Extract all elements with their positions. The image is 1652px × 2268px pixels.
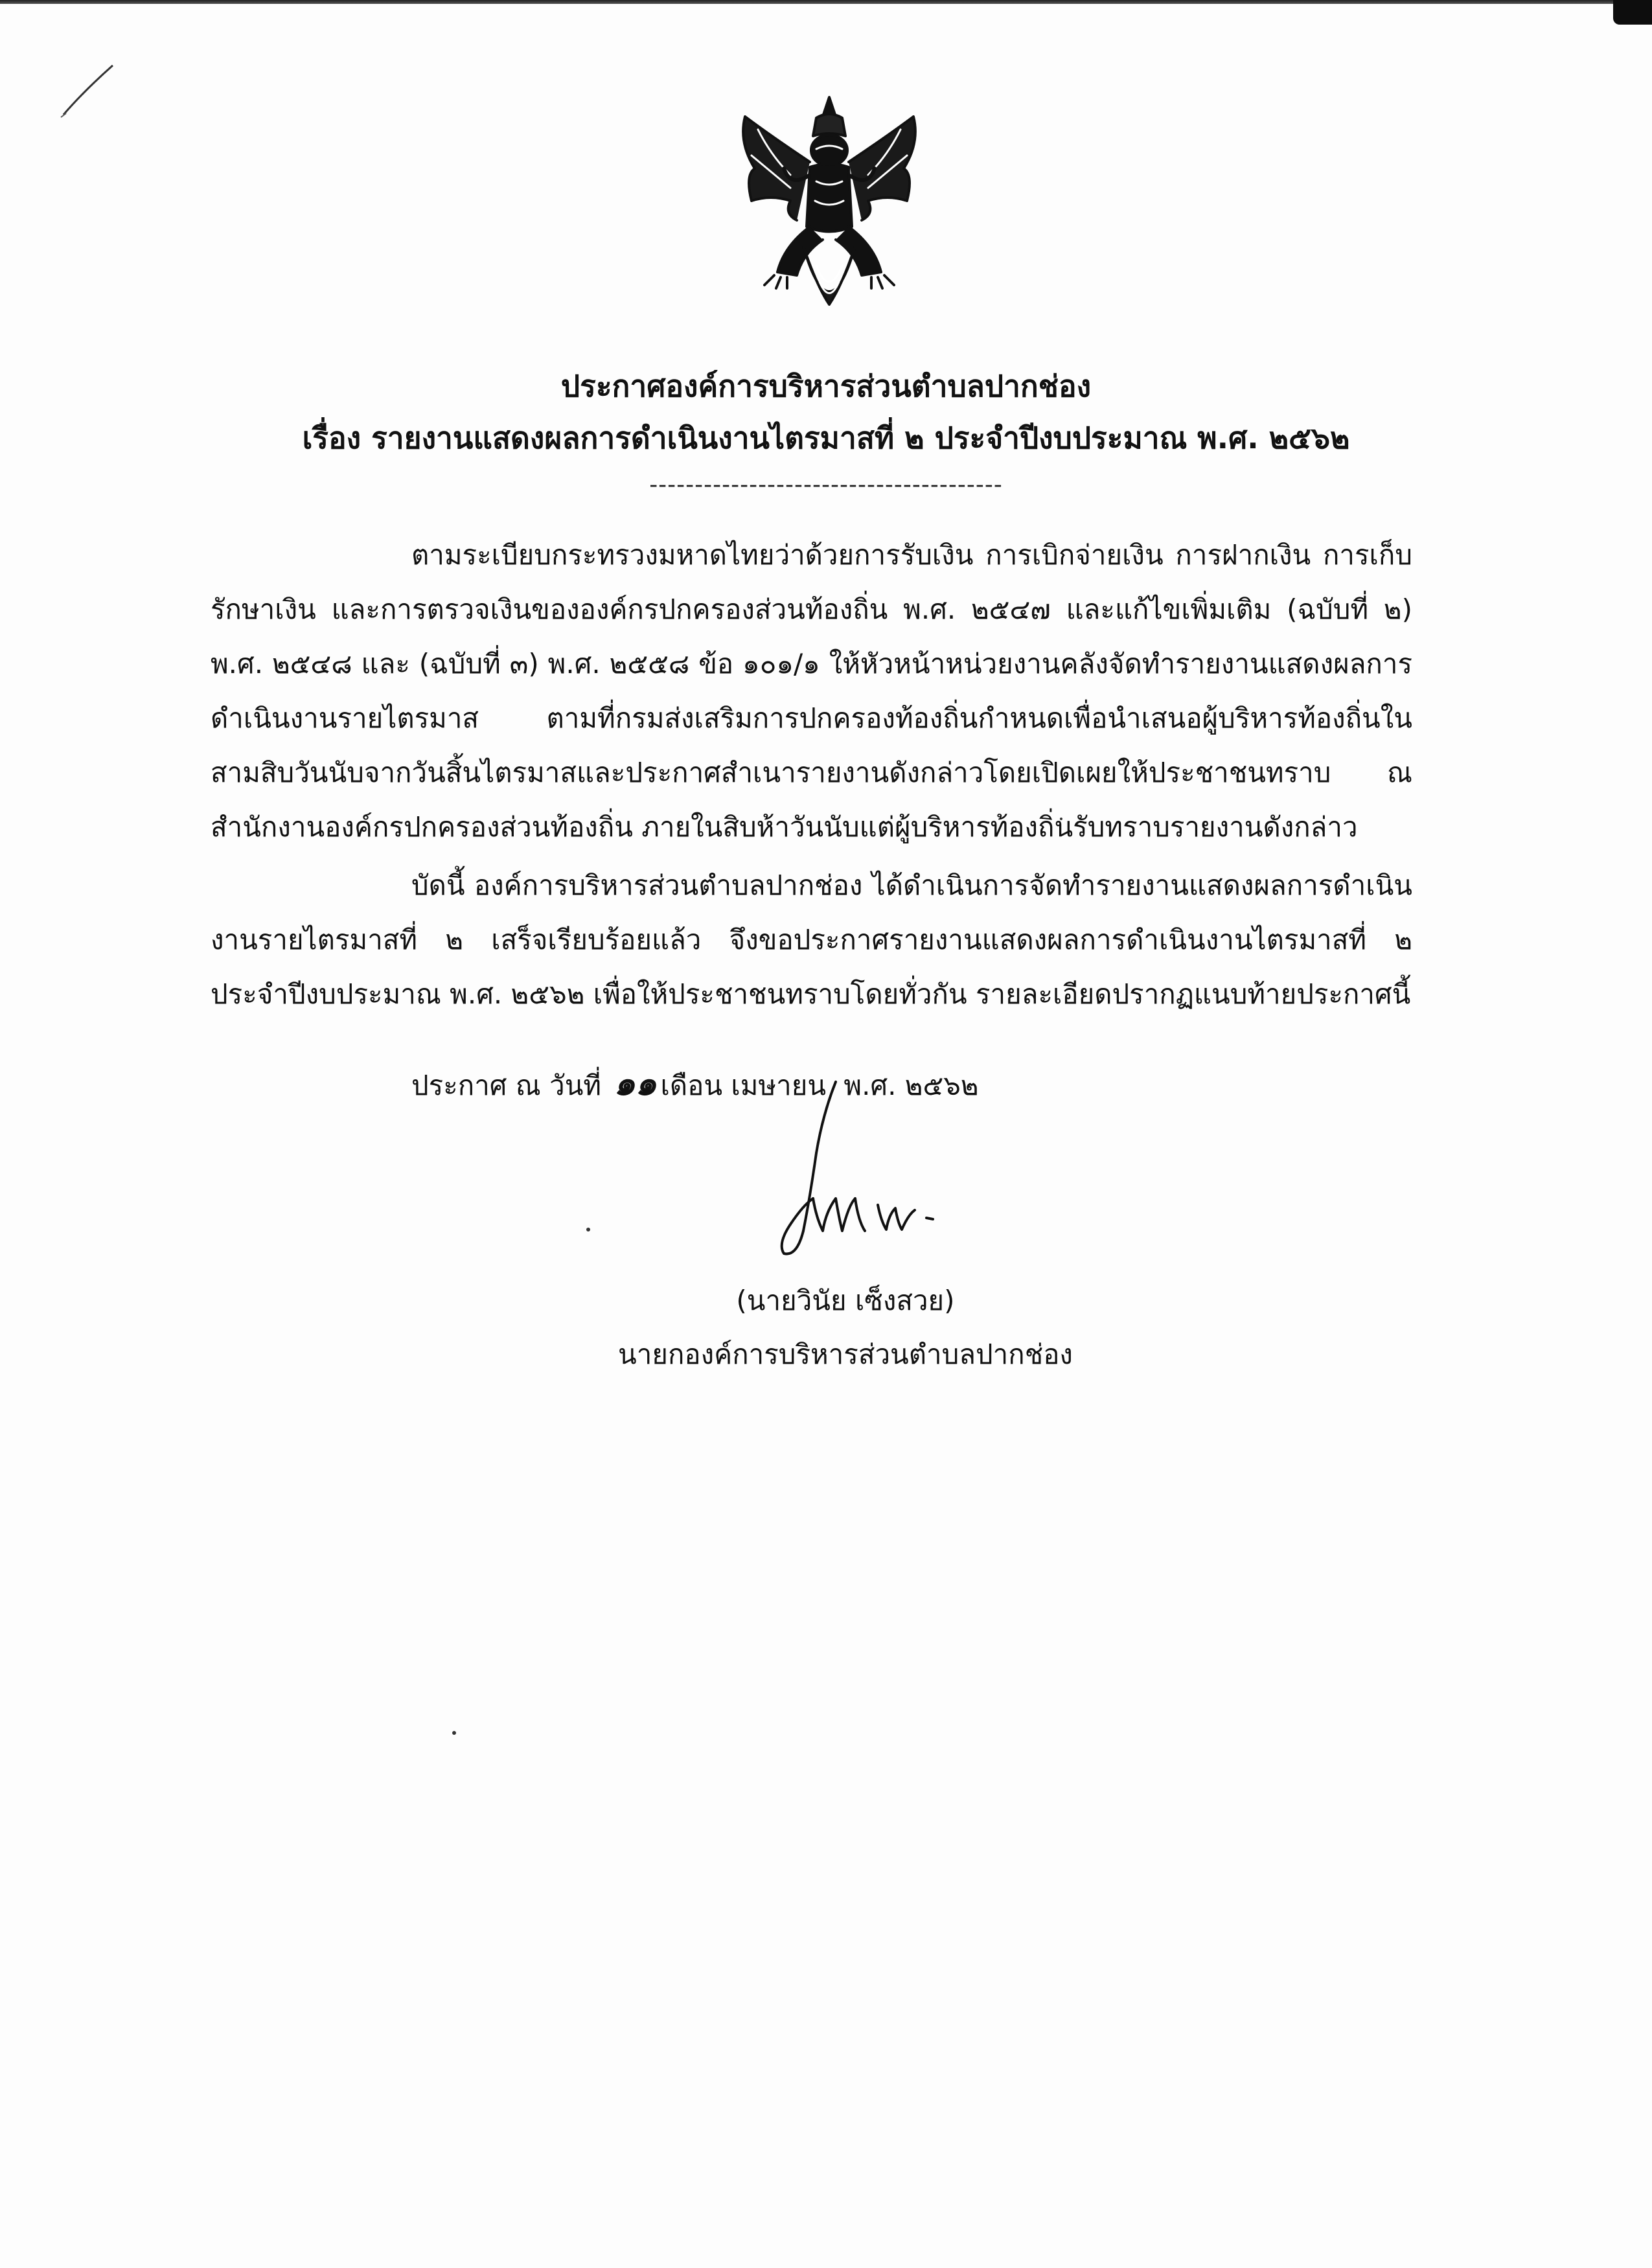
handwritten-signature xyxy=(739,1075,952,1270)
scan-top-edge xyxy=(0,0,1652,4)
issue-year: พ.ศ. ๒๕๖๒ xyxy=(843,1070,979,1101)
body-paragraph-2-text: บัดนี้ องค์การบริหารส่วนตำบลปากช่อง ได้ดำเนินการจัดทำรายงานแสดงผลการดำเนินงานรายไตรมาสที่ ๒ เสร็จเรียบร้อยแล้ว จึงขอประกาศรายงานแสดงผลการดำเนินงานไตรมาสที่ ๒ ประจำปีงบประมาณ พ.ศ. ๒๕๖๒ เพื่อให้ประชาชนทราบโดยทั่วกัน รายละเอียดปรากฏแนบท้ายประกาศนี้ xyxy=(211,869,1412,1010)
title-separator: --------------------------------------- xyxy=(649,472,1003,498)
scan-speck xyxy=(452,1731,456,1735)
body-paragraph-2 xyxy=(211,858,1412,1022)
issue-prefix: ประกาศ ณ วันที่ xyxy=(411,1070,602,1101)
scan-corner-mark xyxy=(1613,0,1652,25)
pen-stroke-mark xyxy=(58,62,117,120)
signer-name-text: (นายวินัย เซ็งสวย) xyxy=(736,1285,955,1316)
body-paragraph-1 xyxy=(211,528,1412,854)
issue-day-handwritten: ๑๑ xyxy=(614,1064,657,1103)
announcement-title: ประกาศองค์การบริหารส่วนตำบลปากช่อง xyxy=(560,369,1092,404)
signer-name xyxy=(0,1279,1652,1322)
scan-speck xyxy=(586,1228,590,1231)
signer-position xyxy=(0,1333,1652,1376)
announcement-subject: เรื่อง รายงานแสดงผลการดำเนินงานไตรมาสที่ ๒ ประจำปีงบประมาณ พ.ศ. ๒๕๖๒ xyxy=(302,420,1350,455)
body-paragraph-1-text: ตามระเบียบกระทรวงมหาดไทยว่าด้วยการรับเงิน การเบิกจ่ายเงิน การฝากเงิน การเก็บรักษาเงิน และการตรวจเงินขององค์กรปกครองส่วนท้องถิ่น พ.ศ. ๒๕๔๗ และแก้ไขเพิ่มเติม (ฉบับที่ ๒) พ.ศ. ๒๕๔๘ และ (ฉบับที่ ๓) พ.ศ. ๒๕๕๘ ข้อ ๑๐๑/๑ ให้หัวหน้าหน่วยงานคลังจัดทำรายงานแสดงผลการดำเนินงานรายไตรมาส ตามที่กรมส่งเสริมการปกครองท้องถิ่นกำหนดเพื่อนำเสนอผู้บริหารท้องถิ่นในสามสิบวันนับจากวันสิ้นไตรมาสและประกาศสำเนารายงานดังกล่าวโดยเปิดเผยให้ประชาชนทราบ ณ สำนักงานองค์กรปกครองส่วนท้องถิ่น ภายในสิบห้าวันนับแต่ผู้บริหารท้องถิ่นรับทราบรายงานดังกล่าว xyxy=(211,539,1412,843)
signer-position-text: นายกองค์การบริหารส่วนตำบลปากช่อง xyxy=(618,1338,1073,1370)
garuda-emblem-icon xyxy=(719,91,939,337)
issue-month: เดือน เมษายน xyxy=(660,1070,827,1101)
